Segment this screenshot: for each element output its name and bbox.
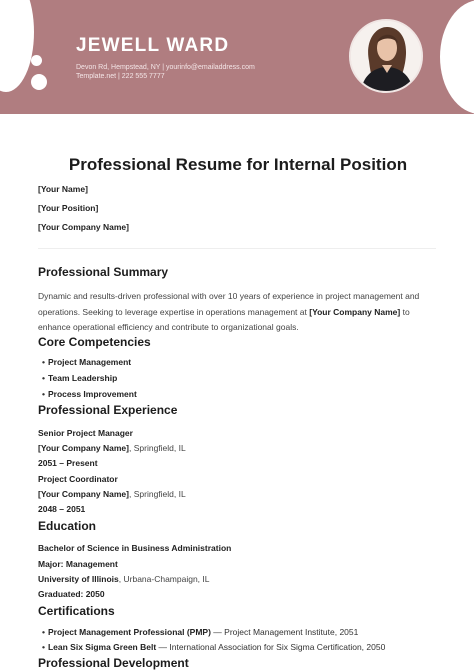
header-band — [0, 0, 474, 114]
your-company-field: [Your Company Name] — [38, 222, 129, 232]
competency-item: • Project Management — [42, 357, 132, 367]
job-company: [Your Company Name], Springfield, IL — [38, 489, 186, 499]
summary-heading: Professional Summary — [38, 265, 169, 279]
section-divider — [38, 248, 436, 249]
education-graduated: Graduated: 2050 — [38, 589, 105, 599]
education-heading: Education — [38, 519, 97, 533]
resume-name: JEWELL WARD — [76, 35, 230, 56]
profile-photo — [349, 19, 423, 93]
summary-company: [Your Company Name] — [309, 306, 401, 317]
summary-text-after: to enhance operational efficiency and contribute to organizational goals. — [38, 306, 410, 332]
competencies-heading: Core Competencies — [38, 335, 151, 349]
job-dates: 2048 – 2051 — [38, 504, 86, 514]
document-title: Professional Resume for Internal Position — [68, 155, 408, 174]
your-name-field: [Your Name] — [38, 184, 88, 194]
certifications-heading: Certifications — [38, 604, 115, 618]
portrait-image — [351, 21, 421, 91]
job-dates: 2051 – Present — [38, 458, 98, 468]
decorative-dot — [31, 74, 47, 90]
certification-item: • Lean Six Sigma Green Belt — International Association for Six Sigma Certification, 2050 — [42, 642, 386, 652]
summary-paragraph — [38, 289, 434, 336]
development-heading: Professional Development — [38, 656, 189, 670]
education-major: Major: Management — [38, 559, 118, 569]
decorative-circle — [440, 0, 474, 114]
job-title: Senior Project Manager — [38, 428, 133, 438]
education-degree: Bachelor of Science in Business Administration — [38, 543, 232, 553]
education-school: University of Illinois, Urbana-Champaign, IL — [38, 574, 210, 584]
competency-item: • Team Leadership — [42, 373, 118, 383]
summary-text-before: Dynamic and results-driven professional with over 10 years of experience in project management and operations. Seeking to leverage expertise in operations management at — [38, 291, 420, 317]
contact-website-phone: Template.net | 222 555 7777 — [76, 73, 165, 80]
experience-heading: Professional Experience — [38, 403, 178, 417]
competency-item: • Process Improvement — [42, 389, 137, 399]
job-title: Project Coordinator — [38, 474, 118, 484]
job-company: [Your Company Name], Springfield, IL — [38, 443, 186, 453]
your-position-field: [Your Position] — [38, 203, 99, 213]
decorative-circle — [0, 0, 34, 92]
contact-address-email: Devon Rd, Hempstead, NY | yourinfo@emailaddress.com — [76, 64, 255, 71]
decorative-dot — [31, 55, 42, 66]
decorative-dot — [18, 70, 25, 77]
certification-item: • Project Management Professional (PMP) — Project Management Institute, 2051 — [42, 627, 359, 637]
